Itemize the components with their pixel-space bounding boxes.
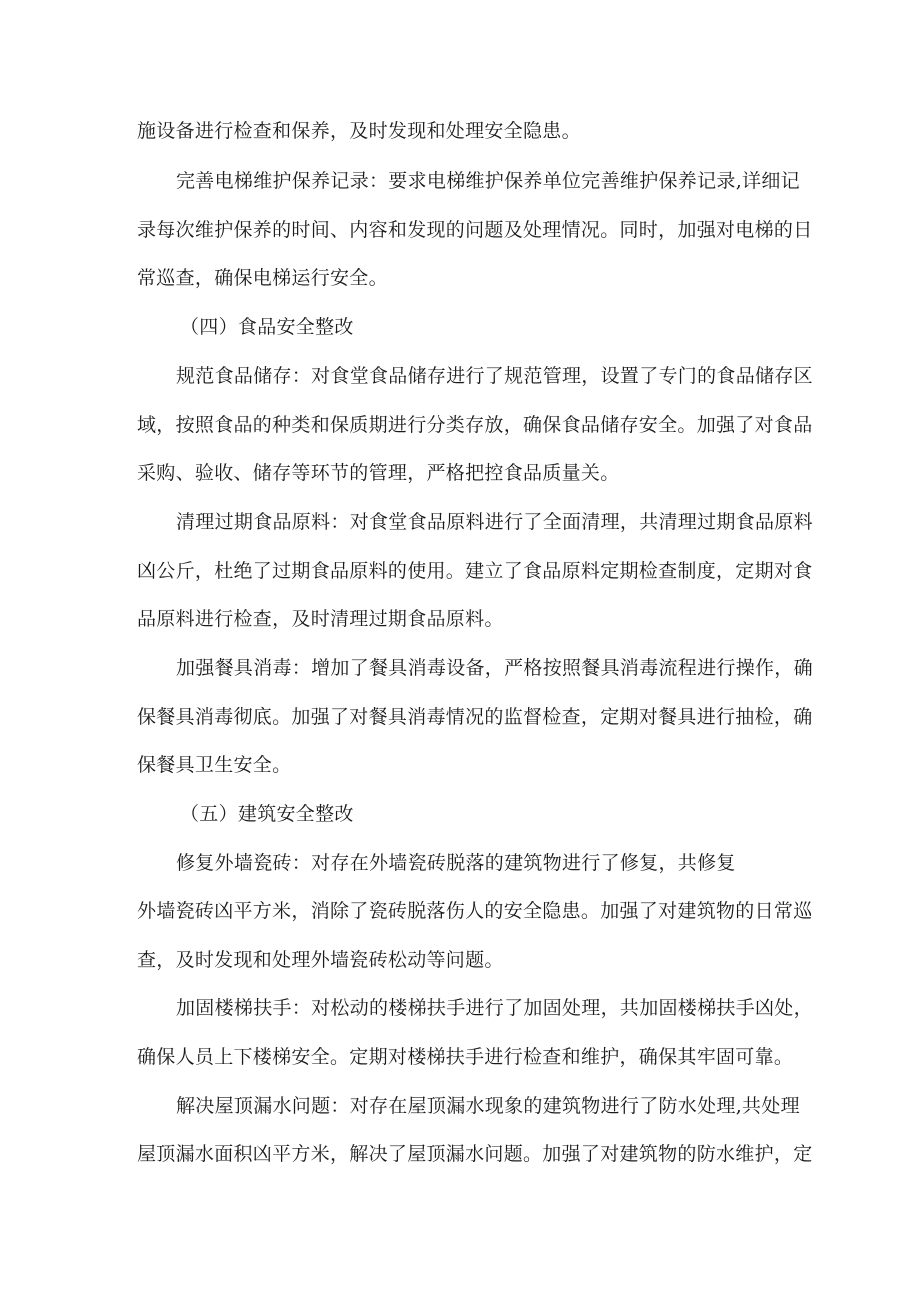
paragraph-expired-ingredients-line: 清理过期食品原料：对食堂食品原料进行了全面清理，共清理过期食品原料 <box>176 511 813 533</box>
section-heading-food-safety: （四）食品安全整改 <box>180 316 354 338</box>
paragraph-food-storage-line: 规范食品储存：对食堂食品储存进行了规范管理，设置了专门的食品储存区 <box>176 365 813 387</box>
text-line: 凶公斤，杜绝了过期食品原料的使用。建立了食品原料定期检查制度，定期对食 <box>137 560 813 582</box>
text-line: 域，按照食品的种类和保质期进行分类存放，确保食品储存安全。加强了对食品 <box>137 414 813 436</box>
text-line: 保餐具消毒彻底。加强了对餐具消毒情况的监督检查，定期对餐具进行抽检，确 <box>137 706 813 728</box>
section-heading-building-safety: （五）建筑安全整改 <box>180 803 354 825</box>
text-line: 采购、验收、储存等环节的管理，严格把控食品质量关。 <box>137 462 620 484</box>
text-line: 外墙瓷砖凶平方米，消除了瓷砖脱落伤人的安全隐患。加强了对建筑物的日常巡 <box>137 900 813 922</box>
paragraph-exterior-tiles-line: 修复外墙瓷砖：对存在外墙瓷砖脱落的建筑物进行了修复，共修复 <box>176 852 736 874</box>
text-line: 品原料进行检查，及时清理过期食品原料。 <box>137 608 504 630</box>
paragraph-stair-handrails-line: 加固楼梯扶手：对松动的楼梯扶手进行了加固处理，共加固楼梯扶手凶处， <box>176 997 813 1019</box>
text-line: 保餐具卫生安全。 <box>137 754 292 776</box>
paragraph-elevator-records-line: 完善电梯维护保养记录：要求电梯维护保养单位完善维护保养记录,详细记 <box>176 170 800 192</box>
text-line: 屋顶漏水面积凶平方米，解决了屋顶漏水问题。加强了对建筑物的防水维护，定 <box>137 1143 813 1165</box>
text-line: 查，及时发现和处理外墙瓷砖松动等问题。 <box>137 949 504 971</box>
text-line: 录每次维护保养的时间、内容和发现的问题及处理情况。同时，加强对电梯的日 <box>137 219 813 241</box>
text-line: 常巡查，确保电梯运行安全。 <box>137 267 388 289</box>
text-line: 确保人员上下楼梯安全。定期对楼梯扶手进行检查和维护，确保其牢固可靠。 <box>137 1046 794 1068</box>
text-line: 施设备进行检查和保养，及时发现和处理安全隐患。 <box>137 120 581 142</box>
paragraph-tableware-disinfection-line: 加强餐具消毒：增加了餐具消毒设备，严格按照餐具消毒流程进行操作，确 <box>176 657 813 679</box>
paragraph-roof-leakage-line: 解决屋顶漏水问题：对存在屋顶漏水现象的建筑物进行了防水处理,共处理 <box>176 1095 800 1117</box>
